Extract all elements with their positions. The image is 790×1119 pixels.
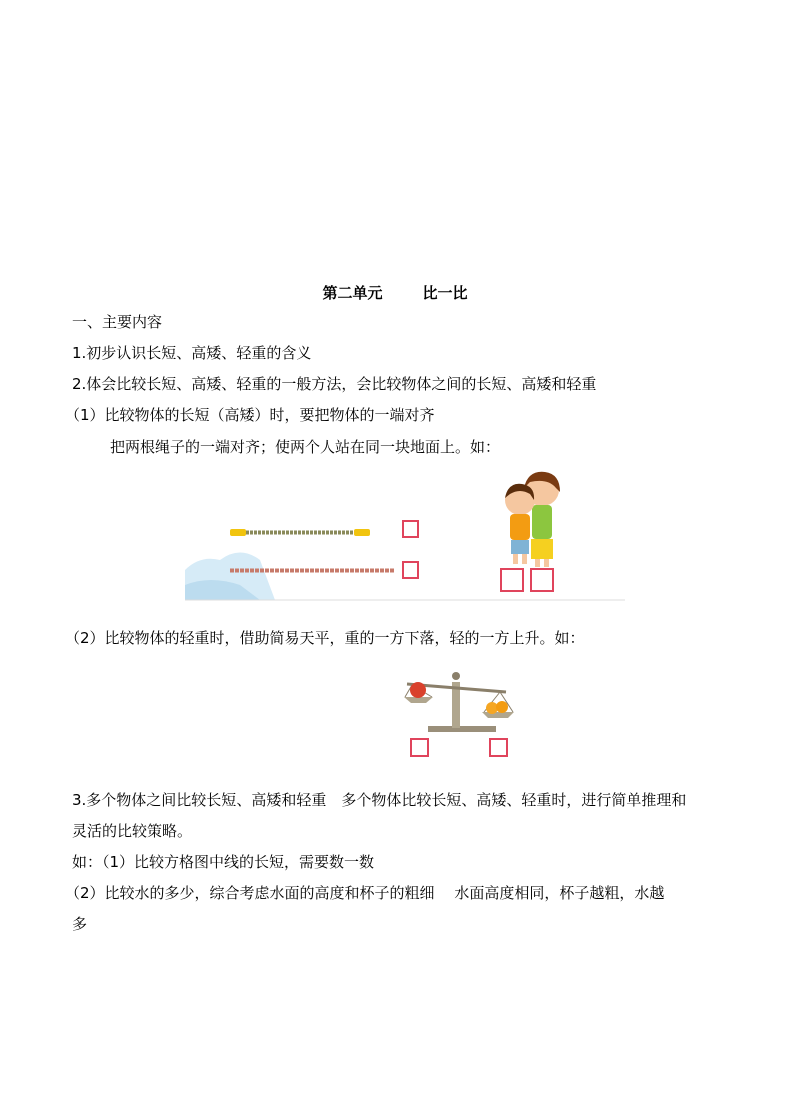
answer-box-lower-rope[interactable] bbox=[402, 561, 419, 579]
cloud-background bbox=[185, 553, 275, 601]
unit-label: 第二单元 bbox=[322, 284, 383, 302]
item-3-line-1: 3.多个物体之间比较长短、高矮和轻重 多个物体比较长短、高矮、轻重时，进行简单推理和 bbox=[72, 791, 687, 809]
unit-name: 比一比 bbox=[422, 284, 468, 302]
answer-box-upper-rope[interactable] bbox=[402, 520, 419, 538]
two-children bbox=[505, 472, 560, 567]
balance-scale bbox=[404, 672, 514, 732]
example-2-line-2: 多 bbox=[72, 915, 88, 933]
example-1: 如：（1）比较方格图中线的长短，需要数一数 bbox=[72, 853, 375, 871]
sub-item-1-detail: 把两根绳子的一端对齐；使两个人站在同一块地面上。如： bbox=[110, 438, 501, 456]
answer-box-girl[interactable] bbox=[530, 568, 554, 592]
item-3-line-2: 灵活的比较策略。 bbox=[72, 822, 193, 840]
example-2-line-1: （2）比较水的多少，综合考虑水面的高度和杯子的粗细 水面高度相同，杯子越粗，水越 bbox=[65, 884, 665, 902]
item-1: 1.初步认识长短、高矮、轻重的含义 bbox=[72, 344, 312, 362]
upper-rope bbox=[230, 529, 370, 536]
section-heading: 一、主要内容 bbox=[72, 313, 163, 331]
sub-item-2: （2）比较物体的轻重时，借助简易天平，重的一方下落，轻的一方上升。如： bbox=[65, 629, 585, 647]
sub-item-1: （1）比较物体的长短（高矮）时，要把物体的一端对齐 bbox=[65, 406, 435, 424]
answer-box-apple[interactable] bbox=[410, 738, 429, 757]
item-2: 2.体会比较长短、高矮、轻重的一般方法，会比较物体之间的长短、高矮和轻重 bbox=[72, 375, 597, 393]
answer-box-boy[interactable] bbox=[500, 568, 524, 592]
answer-box-oranges[interactable] bbox=[489, 738, 508, 757]
